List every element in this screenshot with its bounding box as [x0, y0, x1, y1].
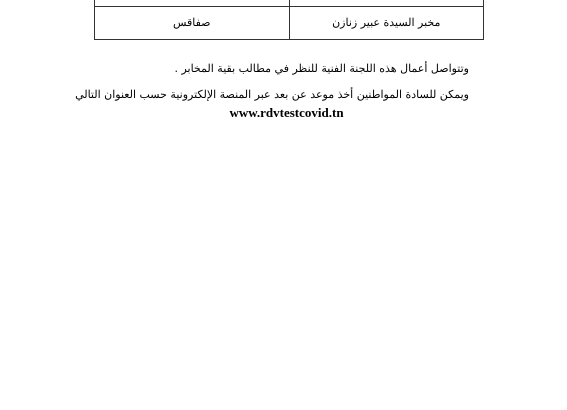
table-row	[95, 7, 484, 40]
labs-table	[94, 0, 484, 40]
lab-name-cell: مخبر السيدة عبير زنازن	[289, 7, 484, 40]
appointment-paragraph: ويمكن للسادة المواطنين أخذ موعد عن بعد عبر المنصة الإلكترونية حسب العنوان التالي	[75, 88, 469, 101]
committee-paragraph: وتتواصل أعمال هذه اللجنة الفنية للنظر في مطالب بقية المخابر .	[174, 62, 469, 75]
website-link[interactable]: www.rdvtestcovid.tn	[229, 105, 344, 120]
city-cell: صفاقس	[95, 7, 290, 40]
